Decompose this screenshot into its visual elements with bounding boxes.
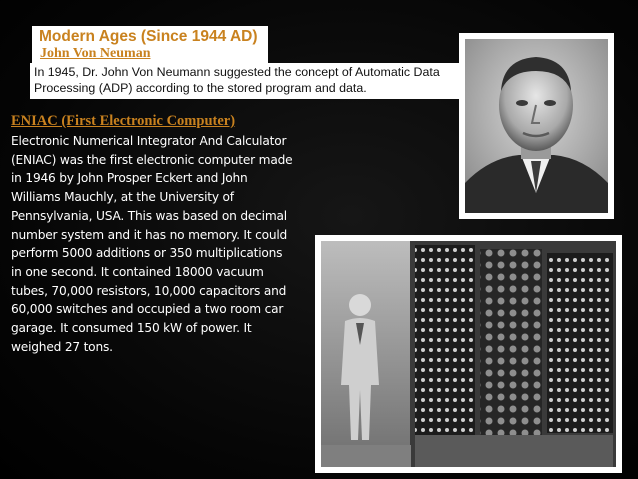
slide-title: Modern Ages (Since 1944 AD)	[39, 28, 258, 45]
eniac-description: Electronic Numerical Integrator And Calculator (ENIAC) was the first electronic computer made in 1946 by John Prosper Eckert and John Williams Mauchly, at the University of Pennsylvania, USA. This was based on decimal number system and it has no memory. It could perform 5000 additions or 350 multiplications in one second. It contained 18000 vacuum tubes, 70,000 resistors, 10,000 capacitors and 60,000 switches and occupied a two room car garage. It consumed 150 kW of power. It weighed 27 tons.	[11, 134, 293, 354]
eniac-heading: ENIAC (First Electronic Computer)	[11, 113, 236, 129]
von-neumann-portrait	[459, 33, 614, 219]
intro-text: In 1945, Dr. John Von Neumann suggested the concept of Automatic Data Processing (ADP) according to the stored program and data.	[34, 65, 440, 95]
eniac-photo	[315, 235, 622, 473]
slide-subtitle: John Von Neuman	[40, 46, 151, 61]
